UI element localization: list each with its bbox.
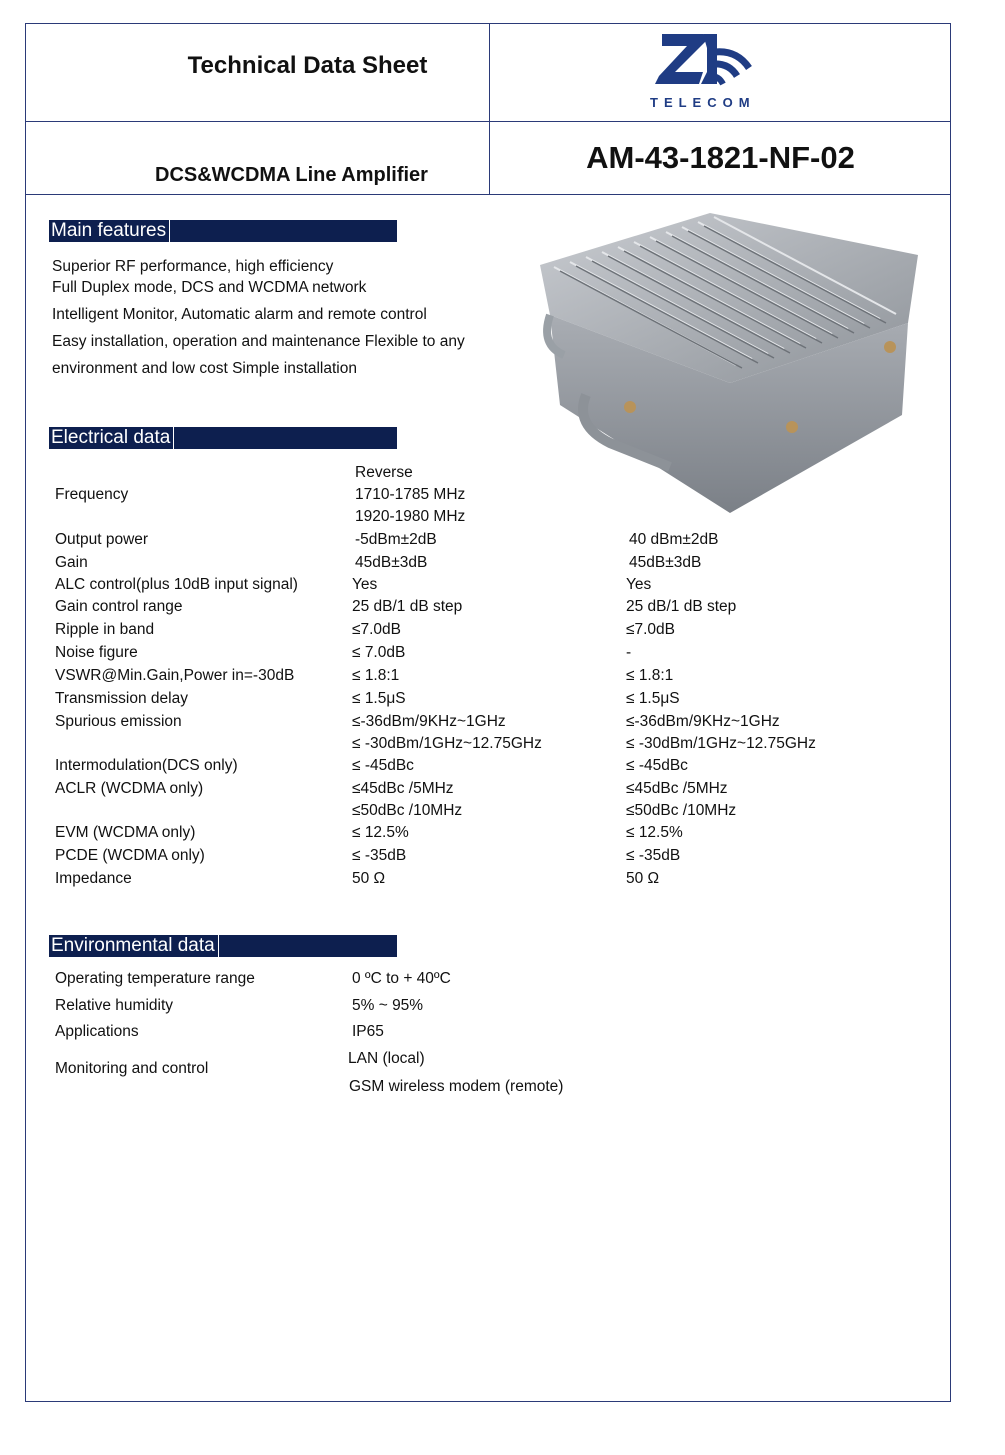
electrical-row-label: Impedance: [55, 870, 132, 887]
list-item: Easy installation, operation and maintenance Flexible to any: [52, 333, 465, 350]
electrical-row-value-forward: 50 Ω: [626, 870, 660, 887]
electrical-row-value-forward: ≤ 12.5%: [626, 824, 683, 841]
electrical-row-value-reverse: ≤-36dBm/9KHz~1GHz: [352, 713, 506, 730]
electrical-row-label: Gain: [55, 554, 88, 571]
electrical-row-value-reverse: 50 Ω: [352, 870, 386, 887]
main-features-heading: [49, 220, 397, 242]
env-label: Operating temperature range: [55, 970, 255, 987]
electrical-row-value-reverse: ≤ -35dB: [352, 847, 407, 864]
env-value: IP65: [352, 1023, 384, 1040]
electrical-row-label: Noise figure: [55, 644, 138, 661]
electrical-row-value-reverse: ≤ -30dBm/1GHz~12.75GHz: [352, 735, 542, 752]
electrical-row-label: Gain control range: [55, 598, 183, 615]
environmental-data-heading-label: Environmental data: [49, 935, 219, 957]
electrical-row-value-reverse: Yes: [352, 576, 378, 593]
environmental-data-heading: [49, 935, 397, 957]
main-features-heading-label: Main features: [49, 220, 170, 242]
electrical-row-value-forward: Yes: [626, 576, 652, 593]
env-value: 0 ºC to + 40ºC: [352, 970, 451, 987]
electrical-row-value-forward: -: [626, 644, 632, 661]
env-value: LAN (local): [348, 1050, 425, 1067]
list-item: Intelligent Monitor, Automatic alarm and remote control: [52, 306, 427, 323]
electrical-row-label: Ripple in band: [55, 621, 155, 638]
electrical-row-value-forward: ≤-36dBm/9KHz~1GHz: [626, 713, 780, 730]
electrical-row-label: VSWR@Min.Gain,Power in=-30dB: [55, 667, 295, 684]
env-label: Applications: [55, 1023, 139, 1040]
electrical-row-value-reverse: ≤ -45dBc: [352, 757, 414, 774]
list-item: Full Duplex mode, DCS and WCDMA network: [52, 279, 367, 296]
main-features-list: [52, 256, 465, 379]
env-label: Monitoring and control: [55, 1060, 209, 1077]
product-image: [530, 205, 930, 520]
list-item: Superior RF performance, high efficiency: [52, 258, 334, 275]
electrical-row-label: Transmission delay: [55, 690, 188, 707]
electrical-row-value-forward: ≤ -35dB: [626, 847, 681, 864]
header-divider-top: [25, 121, 951, 122]
electrical-row-value-reverse: 1920-1980 MHz: [355, 508, 466, 525]
product-name: DCS&WCDMA Line Amplifier: [155, 164, 428, 186]
electrical-row-value-forward: 25 dB/1 dB step: [626, 598, 737, 615]
electrical-row-value-forward: ≤ -30dBm/1GHz~12.75GHz: [626, 735, 816, 752]
electrical-row-label: Spurious emission: [55, 713, 182, 730]
electrical-row-value-forward: ≤ 1.8:1: [626, 667, 674, 684]
electrical-row-value-forward: 45dB±3dB: [629, 554, 702, 571]
electrical-row-value-reverse: 45dB±3dB: [355, 554, 428, 571]
electrical-row-value-reverse: ≤ 1.8:1: [352, 667, 400, 684]
env-label: Relative humidity: [55, 997, 174, 1014]
electrical-row-label: EVM (WCDMA only): [55, 824, 196, 841]
electrical-row-label: ACLR (WCDMA only): [55, 780, 204, 797]
electrical-row-label: Intermodulation(DCS only): [55, 757, 238, 774]
electrical-row-value-forward: ≤7.0dB: [626, 621, 676, 638]
electrical-row-value-reverse: ≤50dBc /10MHz: [352, 802, 463, 819]
electrical-data-heading: [49, 427, 397, 449]
electrical-row-value-reverse: 1710-1785 MHz: [355, 486, 466, 503]
electrical-row-label: ALC control(plus 10dB input signal): [55, 576, 298, 593]
electrical-row-value-forward: 40 dBm±2dB: [629, 531, 719, 548]
electrical-row-value-reverse: -5dBm±2dB: [355, 531, 437, 548]
electrical-row-value-reverse: ≤ 7.0dB: [352, 644, 406, 661]
electrical-row-value-forward: ≤50dBc /10MHz: [626, 802, 737, 819]
electrical-row-value-reverse: ≤7.0dB: [352, 621, 402, 638]
document-title: Technical Data Sheet: [187, 52, 428, 79]
reverse-column-header: Reverse: [355, 464, 413, 481]
env-value: 5% ~ 95%: [352, 997, 424, 1014]
env-value: GSM wireless modem (remote): [349, 1078, 564, 1095]
logo-text: TELECOM: [650, 95, 756, 110]
electrical-row-value-forward: ≤ 1.5μS: [626, 690, 680, 707]
electrical-row-label: Output power: [55, 531, 149, 548]
electrical-row-label: PCDE (WCDMA only): [55, 847, 205, 864]
model-number: AM-43-1821-NF-02: [586, 140, 855, 175]
list-item: environment and low cost Simple installation: [52, 360, 357, 377]
electrical-row-value-reverse: ≤ 12.5%: [352, 824, 409, 841]
electrical-row-value-forward: ≤45dBc /5MHz: [626, 780, 728, 797]
electrical-row-value-reverse: 25 dB/1 dB step: [352, 598, 463, 615]
electrical-row-label: Frequency: [55, 486, 129, 503]
electrical-row-value-reverse: ≤ 1.5μS: [352, 690, 406, 707]
header-divider-bottom: [25, 194, 951, 195]
electrical-data-heading-label: Electrical data: [49, 427, 174, 449]
electrical-row-value-reverse: ≤45dBc /5MHz: [352, 780, 454, 797]
electrical-row-value-forward: ≤ -45dBc: [626, 757, 688, 774]
